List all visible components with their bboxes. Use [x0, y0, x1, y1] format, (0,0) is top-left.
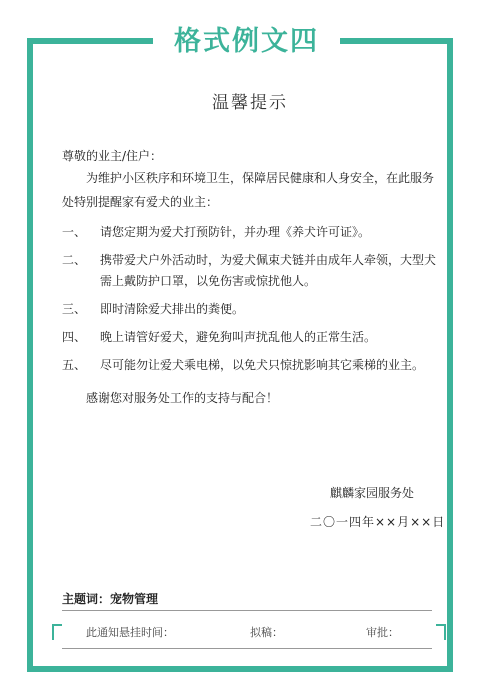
- item-number: 四、: [62, 330, 87, 344]
- list-item: [62, 222, 440, 243]
- list-item: [62, 299, 440, 320]
- list-item: [62, 327, 440, 348]
- document-date: 二〇一四年××月××日: [310, 515, 446, 529]
- footer-divider-top: [62, 610, 432, 611]
- salutation: 尊敬的业主/住户：: [62, 149, 163, 163]
- subject-keyword: 主题词：宠物管理: [62, 592, 159, 606]
- drafter-label: 拟稿：: [250, 626, 283, 639]
- posting-time-label: 此通知悬挂时间：: [86, 626, 174, 639]
- notice-list: [62, 222, 440, 383]
- item-number: 五、: [62, 358, 87, 372]
- footer-bracket-right: [436, 624, 446, 640]
- item-text: 即时清除爱犬排出的粪便。: [100, 302, 245, 316]
- footer-bracket-left: [52, 624, 62, 640]
- item-text: 请您定期为爱犬打预防针，并办理《养犬许可证》。: [100, 225, 371, 239]
- item-number: 一、: [62, 225, 87, 239]
- item-text: 携带爱犬户外活动时，为爱犬佩束犬链并由成年人牵领，大型犬需上戴防护口罩，以免伤害或惊扰他人。: [100, 253, 437, 288]
- item-text: 晚上请管好爱犬，避免狗叫声扰乱他人的正常生活。: [100, 330, 377, 344]
- item-text: 尽可能勿让爱犬乘电梯，以免犬只惊扰影响其它乘梯的业主。: [100, 358, 425, 372]
- list-item: [62, 355, 440, 376]
- item-number: 三、: [62, 302, 87, 316]
- document-title: 温馨提示: [212, 93, 288, 113]
- intro-paragraph: 为维护小区秩序和环境卫生，保障居民健康和人身安全，在此服务处特别提醒家有爱犬的业主：: [62, 171, 435, 209]
- list-item: [62, 250, 440, 292]
- banner-title: 格式例文四: [174, 25, 319, 57]
- item-number: 二、: [62, 253, 87, 267]
- reviewer-label: 审批：: [366, 626, 399, 639]
- organization-name: 麒麟家园服务处: [330, 486, 415, 500]
- footer-divider-bottom: [62, 648, 432, 649]
- thanks-line: 感谢您对服务处工作的支持与配合！: [86, 391, 279, 405]
